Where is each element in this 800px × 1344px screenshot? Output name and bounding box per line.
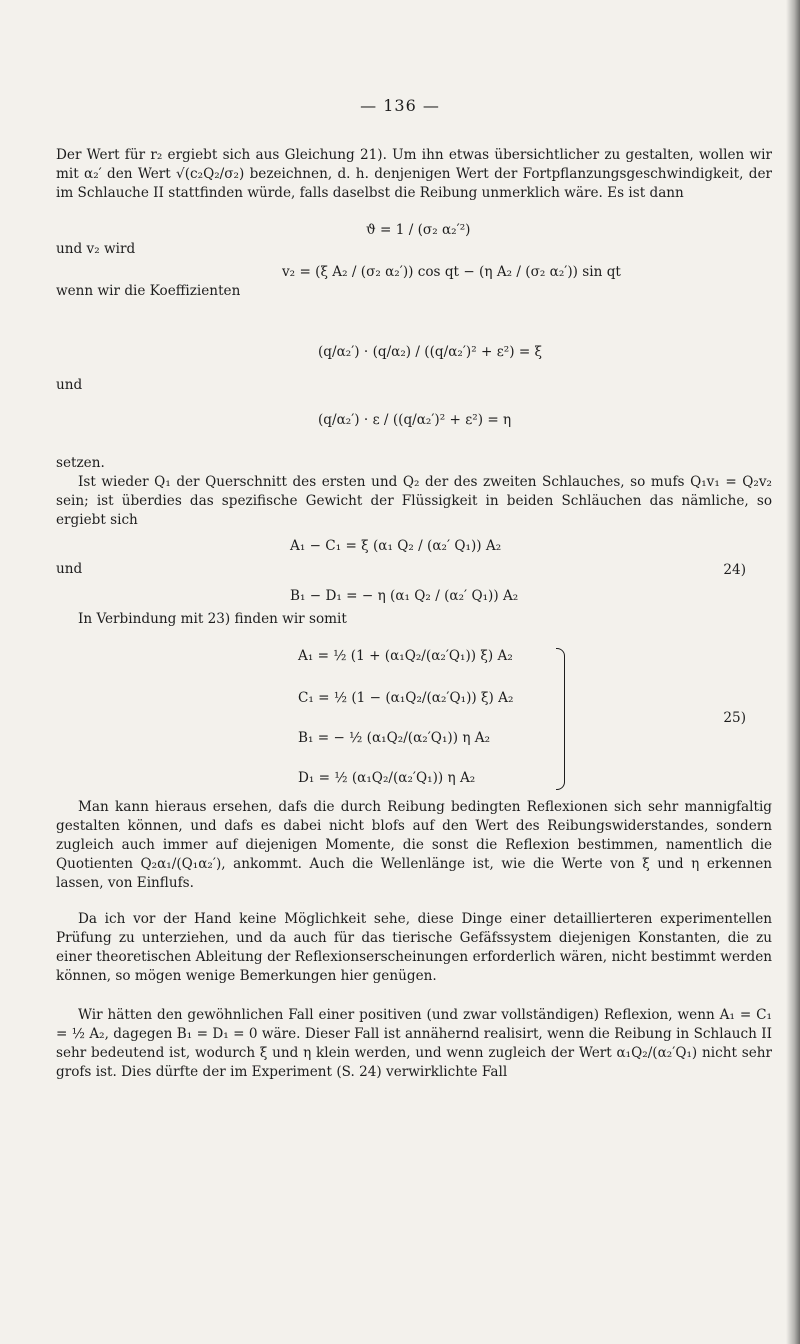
- label-koeffizienten: wenn wir die Koeffizienten: [56, 283, 241, 299]
- equation-number-24: 24): [723, 562, 746, 578]
- paragraph-positive-reflexion: Wir hätten den gewöhnlichen Fall einer positiven (und zwar vollständigen) Reflexion, wenn A₁ = C₁ = ½ A₂, dagegen B₁ = D₁ = 0 wäre. Dieser Fall ist annähernd realisirt, wenn die Reibung in Schlauch II sehr bedeutend ist, wodurch ξ und η klein werden, und wenn zugleich der Wert α₁Q₂/(α₂′Q₁) nicht sehr grofs ist. Dies dürfte der im Experiment (S. 24) verwirklichte Fall: [56, 1007, 772, 1080]
- label-und-v2: und v₂ wird: [56, 241, 136, 257]
- label-und-2: und: [56, 561, 83, 577]
- label-setzen: setzen.: [56, 455, 105, 471]
- equation-24b: B₁ − D₁ = − η (α₁ Q₂ / (α₂′ Q₁)) A₂: [290, 588, 519, 604]
- equation-v2: v₂ = (ξ A₂ / (σ₂ α₂′)) cos qt − (η A₂ / (σ₂ α₂′)) sin qt: [282, 264, 621, 280]
- equation-25b: C₁ = ½ (1 − (α₁Q₂/(α₂′Q₁)) ξ) A₂: [298, 690, 514, 706]
- equation-25a: A₁ = ½ (1 + (α₁Q₂/(α₂′Q₁)) ξ) A₂: [298, 648, 513, 664]
- label-und-1: und: [56, 377, 83, 393]
- paragraph-intro: Der Wert für r₂ ergiebt sich aus Gleichung 21). Um ihn etwas übersichtlicher zu gestalten, wollen wir mit α₂′ den Wert √(c₂Q₂/σ₂) bezeichnen, d. h. denjenigen Wert der Fortpflanzungsgeschwindigkeit, der im Schlauche II stattfinden würde, falls daselbst die Reibung unmerklich wäre. Es ist dann: [56, 147, 772, 201]
- equation-25c: B₁ = − ½ (α₁Q₂/(α₂′Q₁)) η A₂: [298, 730, 491, 746]
- page-edge-shadow: [786, 0, 800, 1344]
- equation-25-brace: [556, 648, 565, 790]
- paragraph-querschnitt: Ist wieder Q₁ der Querschnitt des ersten und Q₂ der des zweiten Schlauches, so mufs Q₁v₁ = Q₂v₂ sein; ist überdies das spezifische Gewicht der Flüssigkeit in beiden Schläuchen das nämliche, so ergiebt sich: [56, 474, 772, 528]
- paragraph-reflexionen: Man kann hieraus ersehen, dafs die durch Reibung bedingten Reflexionen sich sehr mannigfaltig gestalten können, und dafs es dabei nicht blofs auf den Wert des Reibungswiderstandes, sondern zugleich auch immer auf diejenigen Momente, die sonst die Reflexion bestimmen, namentlich die Quotienten Q₂α₁/(Q₁α₂′), ankommt. Auch die Wellenlänge ist, wie die Werte von ξ und η erkennen lassen, von Einflufs.: [56, 799, 772, 891]
- paragraph-verbindung: In Verbindung mit 23) finden wir somit: [78, 611, 347, 627]
- equation-eta: (q/α₂′) · ε / ((q/α₂′)² + ε²) = η: [318, 412, 512, 428]
- equation-theta: ϑ = 1 / (σ₂ α₂′²): [366, 222, 471, 238]
- page-number: — 136 —: [360, 96, 440, 115]
- paragraph-pruefung: Da ich vor der Hand keine Möglichkeit sehe, diese Dinge einer detaillierteren experimentellen Prüfung zu unterziehen, und da auch für das tierische Gefäfssystem diejenigen Konstanten, die zu einer theoretischen Ableitung der Reflexionserscheinungen erforderlich wären, nicht bestimmt werden können, so mögen wenige Bemerkungen hier genügen.: [56, 911, 772, 984]
- equation-number-25: 25): [723, 710, 746, 726]
- equation-25d: D₁ = ½ (α₁Q₂/(α₂′Q₁)) η A₂: [298, 770, 476, 786]
- equation-24a: A₁ − C₁ = ξ (α₁ Q₂ / (α₂′ Q₁)) A₂: [290, 538, 502, 554]
- equation-xi: (q/α₂′) · (q/α₂) / ((q/α₂′)² + ε²) = ξ: [318, 344, 543, 360]
